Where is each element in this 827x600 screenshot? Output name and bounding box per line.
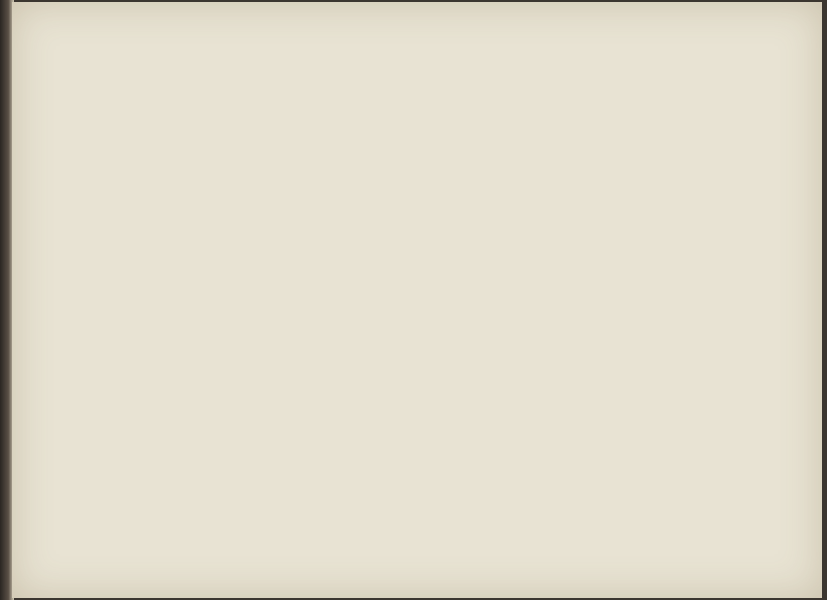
document-sheet — [12, 2, 822, 598]
